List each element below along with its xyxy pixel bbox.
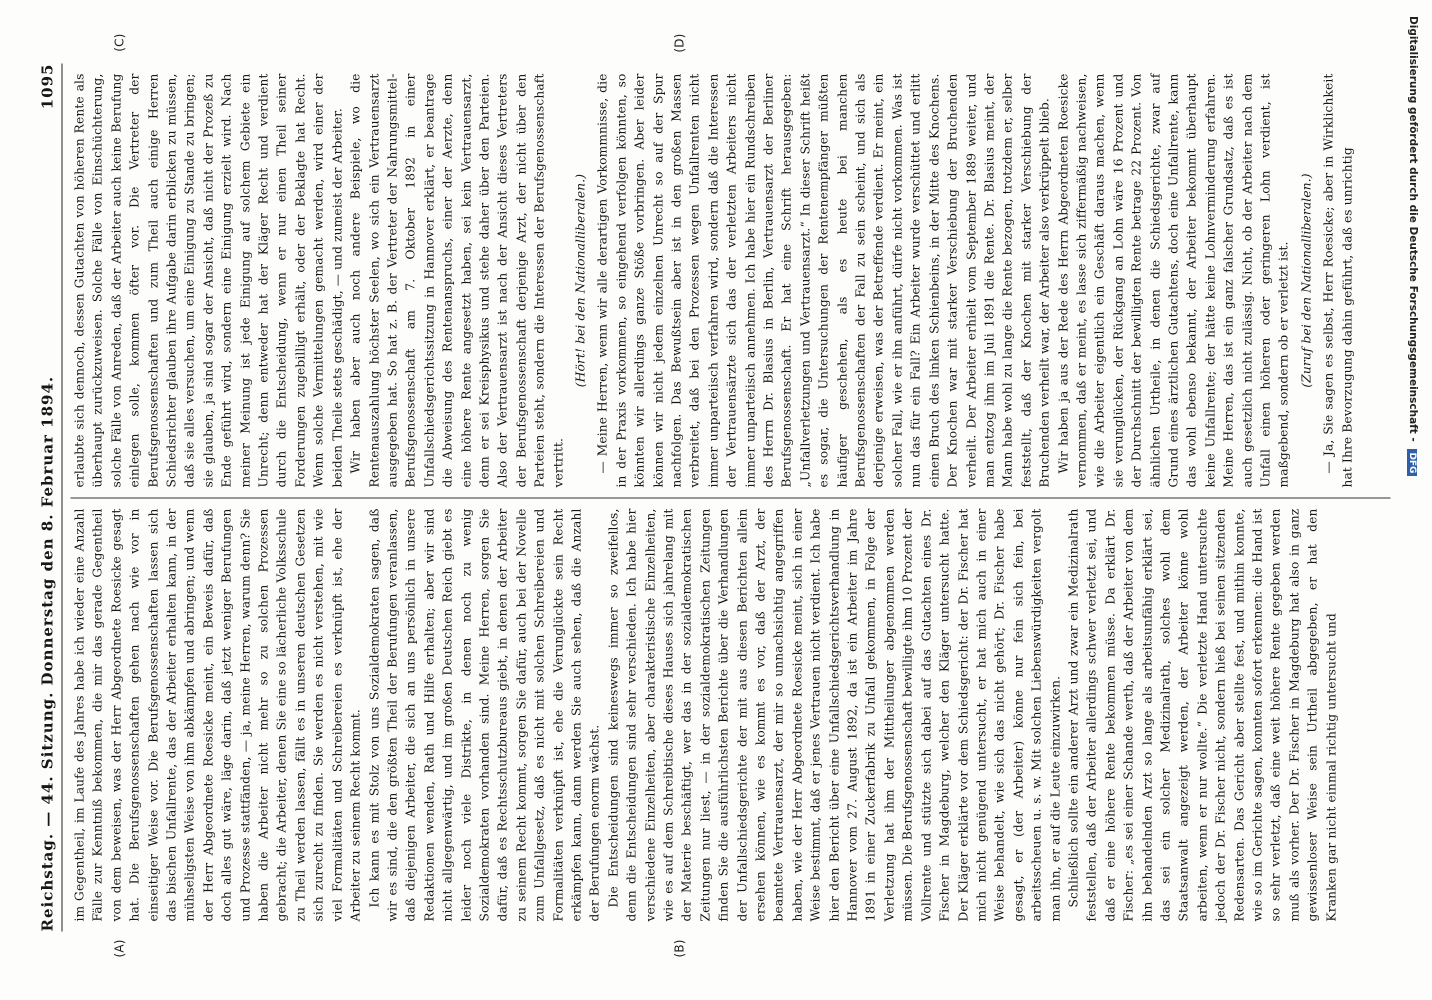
right-column xyxy=(71,33,1391,498)
paragraph: — Ja, Sie sagen es selbst, Herr Roesicke; aber in Wirklichkeit hat Ihre Bevorzugung dahin geführt, daß es unrichtig xyxy=(1321,73,1355,488)
paragraph: Schließlich sollte ein anderer Arzt und zwar ein Medizinalrath feststellen, daß der Arbeiter allerdings schwer verletzt sei, und daß er eine höhere Rente bekommen müsse. Da erklärt Dr. Fischer: „es sei einer Schande werth, daß der Arbeiter von dem ihn behandelnden Arzt so lange als arbeitsunfähig erklärt sei, das sei ein solcher Medizinalrath, solches wohl dem Staatsanwalt angezeigt werden, der Arbeiter könne wohl arbeiten, wenn er nur wollte.“ Die verletzte Hand untersuchte jedoch der Dr. Fischer nicht, sondern hieß bei seinen sitzenden Redensarten. Das Gericht aber stellte fest, und mithin konnte, wie so im Gerichte sagen, konnten sofort erkennen: die Hand ist so sehr verletzt, daß eine weit höhere Rente gegeben werden muß als vorher. Der Dr. Fischer in Magdeburg hat also in ganz gewissenloser Weise sein Urtheil abgegeben, er hat den Kranken gar nicht einmal richtig untersucht und xyxy=(1066,508,1339,922)
page-number: 1095 xyxy=(38,63,57,110)
dfg-logo: DFG xyxy=(1407,449,1417,476)
header-title: Reichstag. — 44. Sitzung. Donnerstag den 8. Februar 1894. xyxy=(38,375,57,932)
rotated-page xyxy=(19,20,1414,980)
left-column xyxy=(71,498,1391,958)
paragraph: erlaubte sich dennoch, dessen Gutachten von höheren Rente als überhaupt zurückzuweisen. Solche Fälle von Einschüchterung, solche Fälle von Anreden, daß der Arbeiter auch keine Berufung einlegen solle, kommen öfter vor. Die Vertreter der Berufsgenossenschaften und zum Theil auch einige Herren Schiedsrichter glauben ihre Aufgabe darin erblicken zu müssen, daß sie alles versuchen, um eine Einigung zu Stande zu bringen; sie glauben, ja sind sogar der Ansicht, daß nicht der Prozeß zu Ende geführt wird, sondern eine Einigung erzielt wird. Nach meiner Meinung ist jede Einigung auf solchem Gebiete ein Unrecht; denn entweder hat der Kläger Recht und verdient durch die Entscheidung, wenn er nur einen Theil seiner Forderungen zugebilligt erhält, oder der Beklagte hat Recht. Wenn solche Vermittelungen gemacht werden, wird einer der beiden Theile stets geschädigt, — und zumeist der Arbeiter. xyxy=(72,73,345,488)
paragraph: Ich kann es mit Stolz von uns Sozialdemokraten sagen, daß wir es sind, die den größten Theil der Berufungen veranlassen, daß diejenigen Arbeiter, die sich an uns persönlich in unsere Redaktionen wenden, Rath und Hilfe erhalten; aber wir sind nicht allgegenwärtig, und im großen Deutschen Reich giebt es leider noch viele Distrikte, in denen noch zu wenig Sozialdemokraten vorhanden sind. Meine Herren, sorgen Sie dafür, daß es Rechtsschutzbureaus giebt, in denen der Arbeiter zu seinem Recht kommt, sorgen Sie dafür, auch bei der Novelle zum Unfallgesetz, daß es nicht mit solchen Schreibereien und Formalitäten verknüpft ist, ehe die Verunglückte sein Recht erkämpfen kann, dann werden Sie auch sehen, daß die Anzahl der Berufungen enorm wächst. xyxy=(367,508,602,922)
text-columns xyxy=(71,33,1391,958)
paragraph: Wir haben aber auch noch andere Beispiele, wo die Rentenauszahlung höchster Seelen, wo sich ein Vertrauensarzt ausgegeben hat. So hat z. B. der Vertreter der Nahrungsmittel-Berufsgenossenschaft am 7. Oktober 1892 in einer Unfallschiedsgerichtssitzung in Hannover erklärt, er beantrage die Abweisung des Rentenanspruchs, einer der Aerzte, denn eine höhere Rente angesetzt haben, sei kein Vertrauensarzt, denn er sei Kreisphysikus und stehe daher über den Parteien. Also der Vertrauensarzt ist nach der Ansicht dieses Vertreters der Berufsgenossenschaft derjenige Arzt, der nicht über den Parteien steht, sondern die Interessen der Berufsgenossenschaft vertritt. xyxy=(348,73,566,488)
paragraph: — Meine Herren, wenn wir alle derartigen Vorkommnisse, die in der Praxis vorkommen, so eingehend verfolgen könnten, so könnten wir allerdings ganze Stöße vorbringen. Aber leider können wir nicht jedem einzelnen Unrecht so auf der Spur nachfolgen. Das Bewußtsein aber ist in den großen Massen verbreitet, daß bei den Prozessen wegen Unfallrenten nicht immer unparteiisch verfahren wird, sondern daß die Interessen der Vertrauensärzte sich das der verletzten Arbeiters nicht immer unparteiisch annehmen. Ich habe hier ein Rundschreiben des Herrn Dr. Blasius in Berlin, Vertrauensarzt der Berliner Berufsgenossenschaft. Er hat eine Schrift herausgegeben: „Unfallverletzungen und Vertrauensarzt.“ In dieser Schrift heißt es sogar, die Untersuchungen der Rentenempfänger müßten häufiger geschehen, als es heute bei manchen Berufsgenossenschaften der Fall zu sein scheint, und sich als derjenige erweisen, was der Betreffende verdient. Er meint, ein solcher Fall, wie er ihn anführt, dürfe nicht vorkommen. Was ist nun das für ein Fall? Ein Arbeiter wurde verschüttet und erlitt einen Bruch des linken Schienbeins, in der Mitte des Knochens. Der Knochen war mit starker Verschiebung der Bruchenden verheilt. Der Arbeiter erhielt vom September 1889 weiter, und man entzog ihm im Juli 1891 die Rente. Dr. Blasius meint, der Mann habe wohl zu lange die Rente bezogen, trotzdem er, selber feststellt, daß der Knochen mit starker Verschiebung der Bruchenden verheilt war, der Arbeiter also verkrüppelt blieb. xyxy=(595,73,1052,488)
paragraph: Die Entscheidungen sind keineswegs immer so zweifellos, denn die Entscheidungen sind sehr verschieden. Ich habe hier verschiedene Einzelheiten, aber charakteristische Einzelheiten, wie es auf dem Schreibtische dieses Hauses sich jahrelang mit der Materie beschäftigt, wer das in der sozialdemokratischen Zeitungen nur liest, — in der sozialdemokratischen Zeitungen finden Sie die ausführlichsten Berichte über die Verhandlungen der Unfallschiedsgerichte der mit aus diesen Berichten allein ersehen können, wie es kommt es vor, daß der Arzt, der beamtete Vertrauensarzt, der mir so unnachsichtig angegriffen haben, wie der Herr Abgeordnete Roesicke meint, sich in einer Weise bestimmt, daß er jenes Vertrauen nicht verdient. Ich habe hier den Bericht über eine Unfallschiedsgerichtsverhandlung in Hannover vom 27. August 1892, da ist ein Arbeiter im Jahre 1891 in einer Zuckerfabrik zu Unfall gekommen, in Folge der Verletzung hat ihm der Mittheilunger abgenommen werden müssen. Die Berufsgenossenschaft bewilligte ihm 10 Prozent der Vollrente und stützte sich dabei auf das Gutachten eines Dr. Fischer in Magdeburg, welcher den Kläger untersucht hatte. Der Kläger erklärte vor dem Schiedsgericht: der Dr. Fischer hat mich nicht genügend untersucht, er hat mich auch in einer Weise behandelt, wie sich das nicht gehört; Dr. Fischer habe gesagt, er (der Arbeiter) könne nur fein sich fein, bei arbeitsscheuen u. s. w. Mit solchen Liebenswürdigkeiten vergolt man ihn, er auf die Leute einzuwirken. xyxy=(606,508,1063,922)
interjection: (Zuruf bei den Nationalliberalen.) xyxy=(1299,173,1314,388)
digitization-credit xyxy=(1408,0,1432,1000)
margin-mark-a: (A) xyxy=(112,939,127,958)
credit-text: Digitalisierung gefördert durch die Deutsche Forschungsgemeinschaft - xyxy=(1407,16,1419,442)
margin-mark-b: (B) xyxy=(672,939,687,958)
margin-mark-c: (C) xyxy=(112,33,127,52)
page-header xyxy=(39,64,63,932)
interjection: (Hört! bei den Nationalliberalen.) xyxy=(573,173,588,388)
paragraph: Wir haben ja aus der Rede des Herrn Abgeordneten Roesicke vernommen, daß er meint, es lasse sich ziffermäßig nachweisen, wie die Arbeiter eigentlich ein Geschäft daraus machen, wenn sie verunglücken, der Rückgang an Lohn wäre 16 Prozent und der Durchschnitt der bewilligten Rente betrage 22 Prozent. Von ähnlichen Urtheile, in denen die Schiedsgerichte, zwar auf Grund eines ärztlichen Gutachtens, doch eine Unfallrente, kann das wohl ebenso bekannt, der Arbeiter bekommt überhaupt keine Unfallrente; der hätte keine Lohnverminderung erfahren. Meine Herren, das ist ein ganz falscher Grundsatz, daß es ist auch gesetzlich nicht zulässig. Nicht, ob der Arbeiter nach dem Unfall einen höheren oder geringeren Lohn verdient, ist maßgebend, sondern ob er verletzt ist. xyxy=(1056,73,1291,488)
paragraph: im Gegentheil, im Laufe des Jahres habe ich wieder eine Anzahl Fälle zur Kenntniß bekommen, die mir das gerade Gegentheil von dem beweisen, was der Herr Abgeordnete Roesicke gesagt hat. Die Berufsgenossenschaften gehen nach wie vor in einseitiger Weise vor. Die Berufsgenossenschaften lassen sich das bischen Unfallrente, das der Arbeiter erhalten kann, in der mühseligsten Weise von ihm abkämpfen und abringen; und wenn der Herr Abgeordnete Roesicke meint, ein Beweis dafür, daß doch alles gut wäre, läge darin, daß jetzt weniger Berufungen und Prozesse stattfänden, — ja, meine Herren, warum denn? Sie haben die Arbeiter nicht mehr so zu solchen Prozessen gebracht; die Arbeiter, denen Sie eine so lächerliche Volksschule zu Theil werden lassen, fällt es in unseren deutschen Gesetzen sich zurecht zu finden. Sie werden es nicht verstehen, mit wie viel Formalitäten und Schreibereien es verknüpft ist, ehe der Arbeiter zu seinem Recht kommt. xyxy=(72,508,363,922)
margin-mark-d: (D) xyxy=(672,33,687,53)
